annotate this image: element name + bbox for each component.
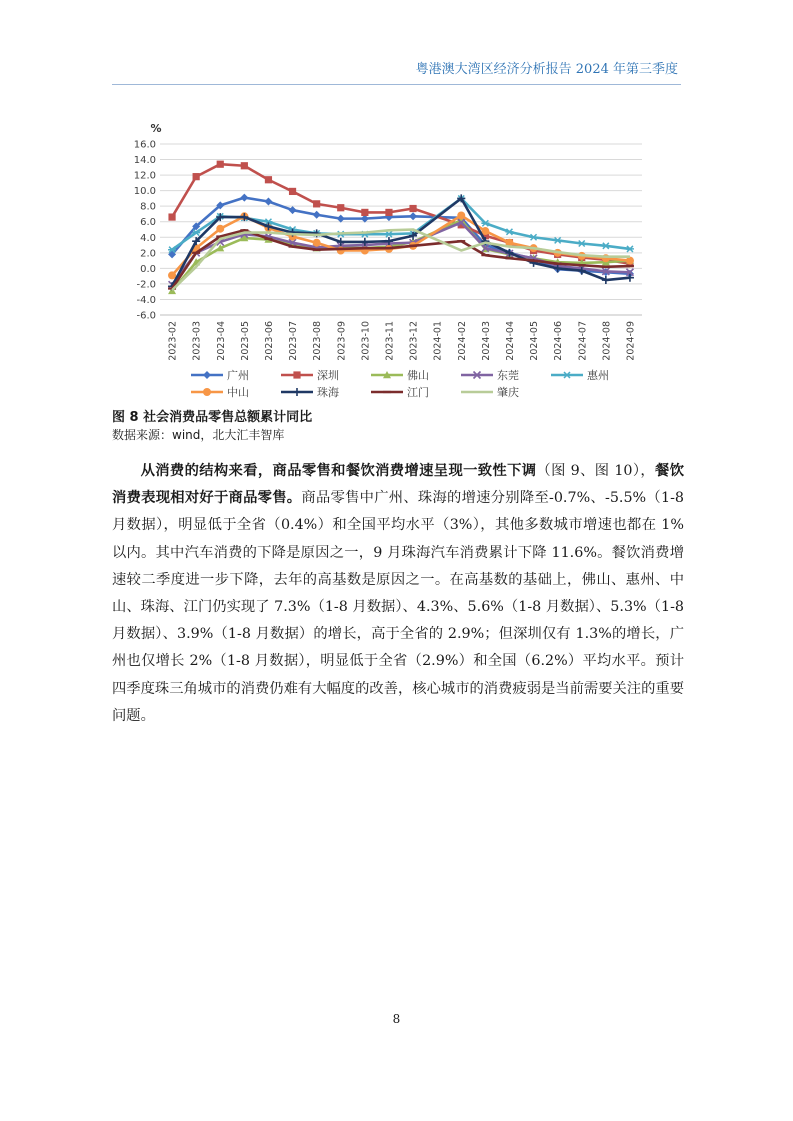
data-point (409, 205, 416, 212)
legend-item (281, 368, 339, 382)
y-tick-label: 6.0 (140, 217, 156, 229)
legend-item (371, 385, 429, 399)
data-point (385, 209, 392, 216)
series-line (172, 164, 630, 263)
data-point (168, 213, 175, 220)
legend-label: 肇庆 (497, 386, 519, 399)
data-point (602, 243, 610, 249)
y-tick-label: -2.0 (136, 279, 156, 291)
legend-item (551, 368, 609, 382)
data-point (265, 176, 272, 183)
x-tick-label: 2024-08 (601, 321, 613, 361)
x-tick-label: 2024-09 (625, 321, 637, 361)
x-tick-label: 2023-07 (288, 321, 300, 361)
legend-item (461, 385, 519, 399)
y-unit-label: % (150, 122, 162, 135)
data-point (409, 212, 417, 220)
y-tick-label: 16.0 (133, 139, 156, 151)
y-tick-label: -6.0 (136, 310, 156, 322)
x-tick-label: 2024-07 (577, 321, 589, 361)
x-tick-label: 2023-06 (263, 321, 275, 361)
data-point (168, 271, 176, 279)
legend-label: 江门 (407, 386, 429, 399)
data-point (457, 212, 465, 220)
legend-label: 惠州 (587, 369, 609, 382)
data-point (241, 162, 248, 169)
x-tick-label: 2023-03 (191, 321, 203, 361)
figure-source: 数据来源：wind，北大汇丰智库 (112, 428, 285, 442)
legend-item (191, 385, 249, 399)
bold-lead-2: 餐饮消费表现相对好于商品零售。 (112, 463, 685, 507)
data-point (530, 234, 538, 240)
data-point (289, 188, 296, 195)
legend-label: 广州 (227, 369, 249, 382)
legend-item (461, 368, 519, 382)
data-point (385, 231, 393, 237)
data-point (313, 211, 321, 219)
data-point (505, 229, 513, 235)
page-number: 8 (392, 1012, 401, 1026)
legend-label: 珠海 (317, 386, 339, 399)
data-point (217, 161, 224, 168)
paragraph-text: 商品零售中广州、珠海的增速分别降至-0.7%、-5.5%（1-8 月数据），明显低于全省（0.4%）和全国平均水平（3%），其他多数城市增速也都在 1%以内。其中汽车消费的下降是原因之一，9 月珠海汽车消费累计下降 11.6%。餐饮消费增速较二季度进一步下降，去年的高基数是原因之一。在高基数的基础上，佛山、惠州、中山、珠海、江门仍实现了 7.3%（1-8 月数据）、4.3%、5.6%（1-8 月数据）、5.3%（1-8 月数据）、3.9%（1-8 月数据）的增长，高于全省的 2.9%；但深圳仅有 1.3%的增长，广州也仅增长 2%（1-8 月数据），明显低于全省（2.9%）和全国（6.2%）平均水平。预计四季度珠三角城市的消费仍难有大幅度的改善，核心城市的消费疲弱是当前需要关注的重要问题。 (112, 490, 685, 724)
legend-label: 东莞 (497, 369, 519, 382)
x-tick-label: 2023-12 (408, 321, 420, 361)
x-tick-label: 2024-01 (432, 321, 444, 361)
data-point (216, 225, 224, 233)
x-tick-label: 2023-02 (167, 321, 179, 361)
header-divider (112, 84, 681, 85)
x-tick-label: 2023-04 (215, 321, 227, 361)
data-point (240, 194, 248, 202)
data-point (313, 239, 321, 247)
chart-series (168, 161, 634, 294)
data-point (203, 388, 211, 396)
x-tick-label: 2024-06 (553, 321, 565, 361)
legend-label: 佛山 (407, 369, 429, 382)
legend-label: 中山 (227, 386, 249, 399)
bold-lead-1: 从消费的结构来看，商品零售和餐饮消费增速呈现一致性下调 (140, 463, 537, 479)
data-point (293, 388, 301, 396)
x-tick-label: 2024-04 (504, 321, 516, 361)
legend-item (281, 385, 339, 399)
data-point (289, 206, 297, 214)
y-axis-ticks (134, 140, 156, 322)
data-point (313, 200, 320, 207)
y-tick-label: 4.0 (140, 232, 156, 244)
figure-reference: （图 9、图 10）， (536, 463, 656, 479)
y-tick-label: 14.0 (133, 155, 156, 167)
data-point (602, 276, 610, 284)
x-tick-label: 2024-02 (456, 321, 468, 361)
series-深圳 (168, 161, 633, 268)
x-axis-ticks (168, 321, 637, 361)
data-point (203, 371, 211, 379)
y-tick-label: 2.0 (140, 248, 156, 260)
x-tick-label: 2024-05 (529, 321, 541, 361)
x-tick-label: 2023-11 (384, 321, 396, 361)
figure-caption: 图 8 社会消费品零售总额累计同比 (112, 410, 313, 425)
data-point (563, 372, 571, 378)
data-point (626, 246, 634, 252)
data-point (192, 230, 200, 236)
x-tick-label: 2024-03 (480, 321, 492, 361)
data-point (554, 237, 562, 243)
data-point (361, 209, 368, 216)
data-point (193, 173, 200, 180)
data-point (337, 204, 344, 211)
y-tick-label: 10.0 (133, 186, 156, 198)
chart-legend (191, 368, 609, 399)
data-point (481, 220, 489, 226)
x-tick-label: 2023-10 (360, 321, 372, 361)
x-tick-label: 2023-05 (239, 321, 251, 361)
x-tick-label: 2023-08 (312, 321, 324, 361)
legend-item (191, 368, 249, 382)
data-point (578, 240, 586, 246)
legend-label: 深圳 (317, 369, 339, 382)
y-tick-label: 8.0 (140, 201, 156, 213)
page-header: 粤港澳大湾区经济分析报告 2024 年第三季度 (415, 62, 678, 77)
body-paragraph (112, 458, 684, 730)
retail-sales-line-chart (112, 118, 652, 408)
y-tick-label: 12.0 (133, 170, 156, 182)
legend-item (371, 368, 429, 382)
data-point (293, 371, 300, 378)
x-tick-label: 2023-09 (336, 321, 348, 361)
data-point (264, 198, 272, 206)
y-tick-label: -4.0 (136, 294, 156, 306)
y-tick-label: 0.0 (140, 263, 156, 275)
